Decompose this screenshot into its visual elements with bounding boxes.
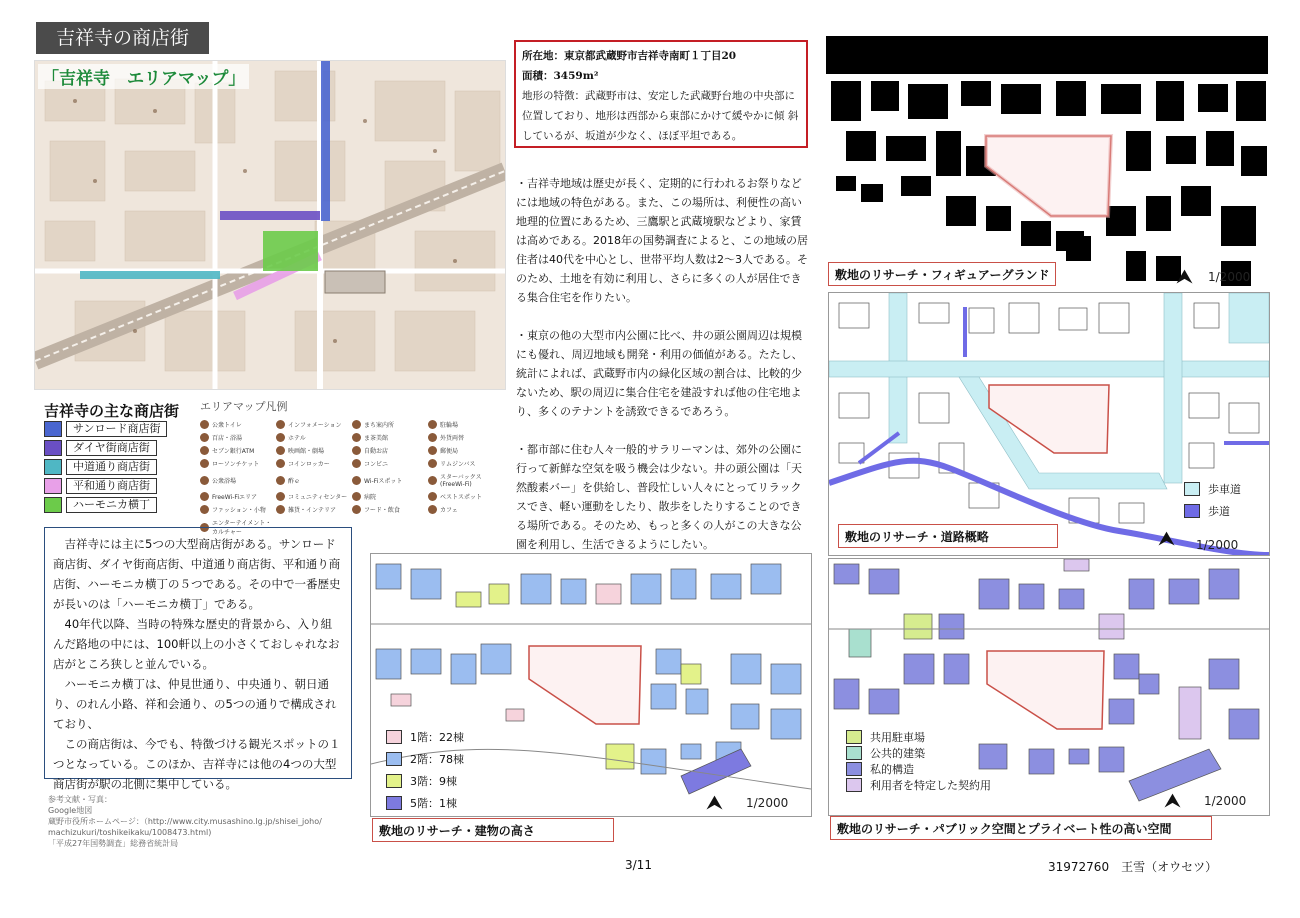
map-legend (200, 398, 500, 536)
legend-symbol-icon (200, 446, 209, 455)
panel-height-caption: 敷地のリサーチ・建物の高さ (372, 818, 614, 842)
panel-height-scale: 1/2000 (746, 796, 789, 810)
legend-label: 歩道 (1208, 505, 1230, 518)
legend-symbol-icon (428, 476, 437, 485)
legend-symbol-icon (200, 459, 209, 468)
north-arrow-icon: ⮝ (706, 790, 723, 814)
reference-line: Google地図 (48, 806, 93, 815)
map-legend-label: コインロッカー (288, 461, 330, 468)
legend-symbol-icon (276, 492, 285, 501)
legend-symbol-icon (200, 420, 209, 429)
panel-public-scale: 1/2000 (1204, 794, 1247, 808)
street-legend-row (44, 420, 167, 438)
shopping-street-description (44, 527, 352, 791)
map-legend-label: 百店・浴湯 (212, 435, 243, 442)
map-legend-label: 雑貨・インテリア (288, 507, 337, 514)
north-arrow-icon: ⮝ (1164, 788, 1181, 812)
paragraph: ・東京の他の大型市内公園に比べ、井の頭公園周辺は規模にも優れ、周辺地域も開発・利用の価値がある。たたし、統計によれば、武蔵野市内の緑化区域の割合は、比較的少ないため、駅の周辺に集合住宅を建設すれば他の住宅地より、多くのテナントを誘致できるであろう。 (516, 329, 803, 418)
map-legend-item (276, 492, 348, 501)
legend-label: ハーモニカ横丁 (66, 497, 157, 513)
legend-label: ダイヤ街商店街 (66, 440, 157, 456)
panel-figure-ground (826, 36, 1268, 286)
road-legend (1184, 480, 1241, 524)
map-legend-label: 外貨両替 (440, 435, 465, 442)
legend-symbol-icon (428, 492, 437, 501)
page-title: 吉祥寺の商店街 (36, 22, 209, 54)
map-legend-label: コンビニ (364, 461, 389, 468)
page-number: 3/11 (625, 858, 652, 872)
map-legend-label: エンターテイメント・カルチャー (212, 520, 272, 536)
map-legend-label: 映画館・劇場 (288, 448, 325, 455)
legend-symbol-icon (200, 492, 209, 501)
map-legend-item (428, 472, 500, 488)
map-legend-item (200, 505, 272, 514)
legend-symbol-icon (352, 476, 361, 485)
map-legend-title: エリアマップ凡例 (200, 400, 288, 413)
north-arrow-icon: ⮝ (1176, 264, 1193, 288)
height-legend-row (386, 728, 464, 746)
map-legend-item (276, 433, 348, 442)
public-legend-row (846, 762, 991, 776)
map-legend-label: スターバックス(FreeWi-Fi) (440, 474, 482, 488)
panel-road-scale: 1/2000 (1196, 538, 1239, 552)
panel-road-caption: 敷地のリサーチ・道路概略 (838, 524, 1058, 548)
legend-swatch (1184, 482, 1200, 496)
legend-swatch (386, 752, 402, 766)
public-legend-row (846, 778, 991, 792)
map-legend-label: ホテル (288, 435, 306, 442)
legend-symbol-icon (200, 505, 209, 514)
map-legend-item (352, 420, 424, 429)
map-legend-item (200, 459, 272, 468)
height-legend-row (386, 794, 464, 812)
road-legend-row (1184, 480, 1241, 498)
reference-line: 参考文献・写真： (48, 795, 112, 804)
legend-swatch (846, 762, 862, 776)
legend-symbol-icon (428, 420, 437, 429)
reference-line: 蔵野市役所ホームページ：（http://www.city.musashino.lg.jp/shisei_joho/ (48, 817, 322, 826)
legend-symbol-icon (276, 433, 285, 442)
height-legend-row (386, 750, 464, 768)
figure-ground-map (826, 36, 1268, 286)
street-legend-row (44, 477, 167, 495)
map-legend-label: 公衆浴場 (212, 477, 237, 485)
analysis-text (516, 174, 810, 573)
legend-swatch (386, 730, 402, 744)
north-arrow-icon: ⮝ (1158, 526, 1175, 550)
road-legend-row (1184, 502, 1241, 520)
legend-swatch (1184, 504, 1200, 518)
legend-swatch (386, 774, 402, 788)
legend-symbol-icon (200, 433, 209, 442)
area-map-title: 「吉祥寺 エリアマップ」 (38, 64, 249, 89)
street-legend-row (44, 458, 167, 476)
map-legend-label: 病院 (364, 494, 377, 501)
paragraph: 40年代以降、当時の特殊な歴史的背景から、入り組んだ路地の中には、100軒以上の小さくておしゃれなお店がところ狭しと並んでいる。 (53, 617, 340, 671)
legend-symbol-icon (428, 433, 437, 442)
panel-figure-ground-scale: 1/2000 (1208, 270, 1251, 284)
map-legend-item (352, 433, 424, 442)
map-legend-item (276, 505, 348, 514)
legend-swatch (44, 497, 62, 513)
panel-public-caption: 敷地のリサーチ・パブリック空間とプライベート性の高い空間 (830, 816, 1212, 840)
map-legend-label: カフェ (440, 507, 458, 514)
map-legend-item (428, 433, 500, 442)
legend-symbol-icon (276, 459, 285, 468)
legend-swatch (846, 730, 862, 744)
map-legend-label: まち案内所 (364, 422, 395, 429)
legend-symbol-icon (352, 420, 361, 429)
street-legend-title: 吉祥寺の主な商店街 (44, 402, 180, 420)
public-legend-row (846, 746, 991, 760)
legend-symbol-icon (352, 446, 361, 455)
site-area: 面積：3459m² (522, 70, 599, 82)
map-legend-item (352, 505, 424, 514)
paragraph: ハーモニカ横丁は、仲見世通り、中央通り、朝日通り、のれん小路、祥和会通り、の5つの通りで構成されており、 (53, 677, 337, 731)
legend-symbol-icon (352, 459, 361, 468)
map-legend-items (200, 420, 500, 536)
map-legend-item (276, 420, 348, 429)
public-legend-row (846, 730, 991, 744)
area-map-drawing (35, 61, 505, 389)
height-legend-row (386, 772, 464, 790)
map-legend-item (276, 472, 348, 488)
legend-label: 公共的建築 (870, 747, 925, 760)
map-legend-item (200, 420, 272, 429)
site-location: 所在地：東京都武蔵野市吉祥寺南町１丁目20 (522, 50, 737, 62)
map-legend-label: 自動お店 (364, 448, 389, 455)
map-legend-item (276, 459, 348, 468)
map-legend-label: リムジンバス (440, 461, 476, 468)
area-map (34, 60, 506, 390)
map-legend-label: ま茶美館 (364, 435, 389, 442)
legend-label: 平和通り商店街 (66, 478, 157, 494)
references (48, 794, 322, 849)
legend-swatch (846, 746, 862, 760)
map-legend-item (200, 492, 272, 501)
map-legend-label: FreeWi-Fiエリア (212, 494, 258, 501)
map-legend-label: インフォメーション (288, 422, 342, 429)
legend-swatch (44, 459, 62, 475)
height-legend (386, 728, 464, 816)
map-legend-label: ファッション・小物 (212, 507, 266, 514)
map-legend-item (428, 505, 500, 514)
map-legend-label: フード・飲食 (364, 507, 400, 514)
legend-symbol-icon (200, 476, 209, 485)
legend-label: 利用者を特定した契約用 (870, 779, 991, 792)
street-legend-row (44, 439, 167, 457)
map-legend-item (428, 459, 500, 468)
legend-swatch (44, 440, 62, 456)
legend-label: 1階：22棟 (410, 731, 464, 744)
map-legend-item (352, 492, 424, 501)
legend-symbol-icon (428, 505, 437, 514)
legend-symbol-icon (428, 446, 437, 455)
paragraph: この商店街は、今でも、特徴づける観光スポットの１つとなっている。このほか、吉祥寺には他の4つの大型商店街が駅の北側に集中している。 (53, 737, 341, 791)
map-legend-label: 酢ｅ (288, 477, 301, 485)
legend-label: 3階：9棟 (410, 775, 457, 788)
public-legend (846, 730, 991, 794)
legend-symbol-icon (276, 420, 285, 429)
reference-line: 「平成27年国勢調査」総務省統計局 (48, 839, 179, 848)
legend-symbol-icon (352, 433, 361, 442)
author: 31972760 王雪（オウセツ） (1048, 860, 1218, 874)
map-legend-label: 公衆トイレ (212, 422, 242, 429)
legend-symbol-icon (352, 505, 361, 514)
legend-swatch (44, 478, 62, 494)
map-legend-item (428, 446, 500, 455)
map-legend-label: コミュニティセンター (288, 494, 348, 501)
map-legend-item (352, 446, 424, 455)
map-legend-label: Wi-Fiスポット (364, 477, 403, 485)
legend-label: 5階：1棟 (410, 797, 457, 810)
map-legend-item (352, 459, 424, 468)
paragraph: ・都市部に住む人々一般的サラリーマンは、郊外の公園に行って新鮮な空気を吸う機会は少ない。井の頭公園は「天然酸素バー」を供給し、普段忙しい人々にとってリラックスでき、軽い運動をしたり、散歩をしたりすることのできる場所である。そのため、もっと多くの人がこの大きな公園を利用し、生活できるようにしたい。 (516, 443, 802, 551)
paragraph: ・吉祥寺地域は歴史が長く、定期的に行われるお祭りなどには地域の特色がある。また、この場所は、利便性の高い地理的位置にあるため、三鷹駅と武蔵境駅などより、家賃は高めである。2018年の国勢調査によると、この地域の居住者は40代を中心とし、世帯平均人数は2〜3人である。そのため、土地を有効に利用し、さらに多くの人が居住できる集合住宅を作りたい。 (516, 177, 808, 304)
legend-swatch (44, 421, 62, 437)
street-legend (44, 420, 167, 515)
map-legend-label: 郵便局 (440, 448, 459, 455)
legend-label: サンロード商店街 (66, 421, 167, 437)
map-legend-label: 駐輪場 (440, 422, 459, 429)
legend-label: 共用駐車場 (870, 731, 925, 744)
legend-label: 私的構造 (870, 763, 914, 776)
legend-label: 中道通り商店街 (66, 459, 157, 475)
legend-symbol-icon (276, 446, 285, 455)
legend-label: 歩車道 (1208, 483, 1241, 496)
map-legend-item (200, 472, 272, 488)
legend-symbol-icon (276, 505, 285, 514)
map-legend-item (352, 472, 424, 488)
legend-symbol-icon (276, 476, 285, 485)
map-legend-label: ベストスポット (440, 494, 482, 501)
site-terrain: 地形の特徴：武蔵野市は、安定した武蔵野台地の中央部に位置しており、地形は西部から東部にかけて緩やかに傾 斜しているが、坂道が少なく、ほぼ平坦である。 (522, 90, 799, 142)
site-info-box (514, 40, 808, 148)
map-legend-label: セブン銀行ATM (212, 448, 255, 455)
panel-figure-ground-caption: 敷地のリサーチ・フィギュアーグランド (828, 262, 1056, 286)
legend-swatch (846, 778, 862, 792)
legend-swatch (386, 796, 402, 810)
map-legend-label: ローソンチケット (212, 461, 260, 468)
map-legend-item (200, 446, 272, 455)
map-legend-item (200, 433, 272, 442)
reference-line: machizukuri/toshikeikaku/1008473.html) (48, 828, 212, 837)
legend-symbol-icon (428, 459, 437, 468)
street-legend-row (44, 496, 167, 514)
map-legend-item (428, 492, 500, 501)
paragraph: 吉祥寺には主に5つの大型商店街がある。サンロード商店街、ダイヤ街商店街、中道通り商店街、平和通り商店街、ハーモニカ横丁の５つである。その中で一番歴史が長いのは「ハーモニカ横丁」である。 (53, 537, 341, 611)
legend-label: 2階：78棟 (410, 753, 464, 766)
legend-symbol-icon (352, 492, 361, 501)
map-legend-item (428, 420, 500, 429)
map-legend-item (276, 446, 348, 455)
